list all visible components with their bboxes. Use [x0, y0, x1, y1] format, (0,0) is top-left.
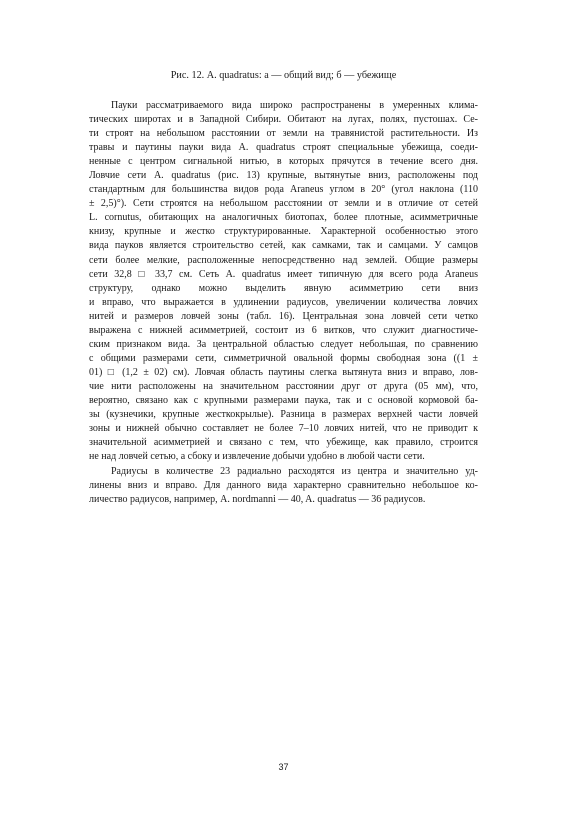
body-text	[89, 99, 478, 507]
text-line: Радиусы в количестве 23 радиально расходятся из центра и значительно уд-	[111, 466, 478, 478]
text-line: значительной асимметрией и связано с тем, что убежище, как правило, строится	[89, 437, 478, 449]
text-line: ± 2,5)°). Сети строятся на небольшом расстоянии от земли и в отличие от сетей	[89, 198, 478, 210]
paragraph	[89, 465, 478, 507]
text-line: сети 32,8 □ 33,7 см. Сеть A. quadratus имеет типичную для всего рода Araneus	[89, 268, 478, 280]
text-line: ским признаком вида. За центральной областью следует небольшая, по сравнению	[89, 338, 478, 350]
page-number: 37	[278, 762, 289, 772]
text-line: зоны и нижней обычно составляет не более 7–10 ловчих нитей, что не приводит к	[89, 423, 478, 435]
figure-caption: Рис. 12. A. quadratus: а — общий вид; б — убежище	[170, 70, 397, 81]
text-line: тических широтах и в Западной Сибири. Обитают на лугах, полях, пустошах. Се-	[89, 114, 478, 126]
text-line: линены вниз и вправо. Для данного вида характерно сравнительно небольшое ко-	[89, 480, 478, 492]
text-line: ти строят на небольшом расстоянии от земли на травянистой растительности. Из	[89, 128, 478, 140]
text-line: чие нити расположены на значительном расстоянии друг от друга (05 мм), что,	[89, 380, 478, 392]
text-line: нитей и размеров ловчей зоны (табл. 16). Центральная зона ловчей сети четко	[89, 310, 478, 322]
text-line: Ловчие сети A. quadratus (рис. 13) крупные, вытянутые вниз, расположены под	[89, 170, 478, 182]
text-line: зы (кузнечики, крупные жесткокрылые). Разница в размерах верхней части ловчей	[89, 409, 478, 421]
text-line: личество радиусов, например, A. nordmanni — 40, A. quadratus — 36 радиусов.	[89, 494, 426, 506]
text-line: L. cornutus, обитающих на аналогичных биотопах, более плотные, асимметричные	[89, 212, 478, 224]
text-line: и вправо, что выражается в удлинении радиусов, увеличении количества ловчих	[89, 296, 478, 308]
text-line: выражена с нижней асимметрией, состоит из 6 витков, что служит диагностиче-	[89, 324, 478, 336]
text-line: ненные с центром сигнальной нитью, в которых прячутся в течение всего дня.	[89, 156, 478, 168]
text-line: сети более мелкие, расположенные непосредственно над землей. Общие размеры	[89, 254, 478, 266]
paragraph	[89, 99, 478, 464]
text-line: вида пауков является строительство сетей, как самками, так и самцами. У самцов	[89, 240, 478, 252]
text-line: Пауки рассматриваемого вида широко распространены в умеренных клима-	[111, 100, 478, 111]
text-line: структуру, однако можно выделить явную асимметрию сети вниз	[89, 282, 478, 294]
text-line: стандартным для большинства видов рода Araneus углом в 20° (угол наклона (110	[89, 184, 478, 196]
text-line: книзу, крупные и жестко структурированные. Характерной особенностью этого	[89, 226, 478, 238]
text-line: с общими размерами сети, симметричной овальной формы свободная зона ((1 ±	[89, 352, 478, 364]
text-line: не над ловчей сетью, а сбоку и извлечение добычи удобно в любой части сети.	[89, 451, 425, 463]
text-line: 01) □ (1,2 ± 02) см). Ловчая область паутины слегка вытянута вниз и вправо, лов-	[89, 366, 478, 378]
text-line: травы и паутины пауки вида A. quadratus строят специальные убежища, соеди-	[89, 142, 478, 154]
text-line: вероятно, связано как с крупными размерами паука, так и с основой кормовой ба-	[89, 394, 478, 406]
